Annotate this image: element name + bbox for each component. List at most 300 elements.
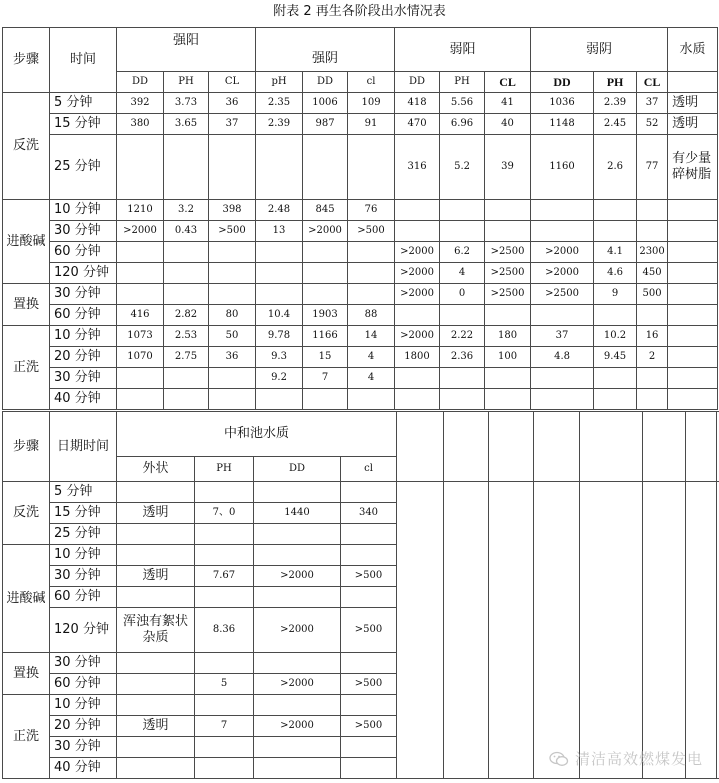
empty-cell <box>643 482 686 779</box>
value-cell <box>209 284 256 305</box>
time-cell: 10 分钟 <box>50 695 117 716</box>
value-cell: 2.53 <box>164 326 209 347</box>
value-cell: >2000 <box>254 608 341 653</box>
water-quality-cell <box>668 284 718 305</box>
value-cell <box>341 695 397 716</box>
value-cell <box>209 242 256 263</box>
value-cell <box>195 758 254 779</box>
sub-header: DD <box>303 72 348 93</box>
empty-cell <box>534 412 580 482</box>
value-cell: 2300 <box>637 242 668 263</box>
value-cell <box>531 221 594 242</box>
value-cell: 1800 <box>395 347 440 368</box>
step-label: 反洗 <box>3 93 50 200</box>
value-cell <box>195 524 254 545</box>
value-cell <box>594 368 637 389</box>
value-cell: 5.2 <box>440 135 485 200</box>
value-cell <box>256 135 303 200</box>
step-header: 步骤 <box>3 412 50 482</box>
value-cell: 9.45 <box>594 347 637 368</box>
sub-header: CL <box>485 72 531 93</box>
value-cell <box>637 200 668 221</box>
value-cell: 10.4 <box>256 305 303 326</box>
value-cell <box>485 389 531 410</box>
value-cell <box>164 135 209 200</box>
value-cell <box>395 200 440 221</box>
value-cell <box>341 653 397 674</box>
value-cell <box>164 284 209 305</box>
water-quality-cell <box>668 389 718 410</box>
value-cell <box>117 242 164 263</box>
value-cell <box>164 389 209 410</box>
value-cell <box>195 653 254 674</box>
value-cell: 2.36 <box>440 347 485 368</box>
value-cell <box>254 737 341 758</box>
value-cell <box>395 389 440 410</box>
value-cell <box>256 284 303 305</box>
value-cell: 80 <box>209 305 256 326</box>
value-cell: 36 <box>209 347 256 368</box>
time-cell: 5 分钟 <box>50 482 117 503</box>
value-cell: 1166 <box>303 326 348 347</box>
step-header: 步骤 <box>3 28 50 93</box>
value-cell <box>531 305 594 326</box>
water-quality-cell <box>668 242 718 263</box>
value-cell: 416 <box>117 305 164 326</box>
value-cell: >2000 <box>395 326 440 347</box>
value-cell: 2.48 <box>256 200 303 221</box>
value-cell <box>117 695 195 716</box>
table-row <box>3 482 719 503</box>
step-label: 置换 <box>3 653 50 695</box>
neutralization-header: 中和池水质 <box>117 412 397 457</box>
value-cell: 5.56 <box>440 93 485 114</box>
value-cell <box>117 368 164 389</box>
value-cell <box>395 305 440 326</box>
table-row <box>3 368 718 389</box>
water-quality-cell: 透明 <box>668 93 718 114</box>
value-cell <box>531 389 594 410</box>
value-cell: 50 <box>209 326 256 347</box>
value-cell: 40 <box>485 114 531 135</box>
value-cell <box>254 653 341 674</box>
value-cell: >2500 <box>485 284 531 305</box>
sub-header: pH <box>256 72 303 93</box>
value-cell: >2000 <box>254 566 341 587</box>
value-cell: 13 <box>256 221 303 242</box>
value-cell: 浑浊有絮状杂质 <box>117 608 195 653</box>
value-cell <box>637 368 668 389</box>
time-cell: 30 分钟 <box>50 221 117 242</box>
value-cell <box>256 242 303 263</box>
table-row <box>3 347 718 368</box>
empty-cell <box>397 412 444 482</box>
value-cell <box>164 368 209 389</box>
value-cell: 41 <box>485 93 531 114</box>
value-cell <box>594 221 637 242</box>
value-cell <box>303 242 348 263</box>
value-cell <box>341 587 397 608</box>
value-cell <box>303 263 348 284</box>
value-cell <box>341 545 397 566</box>
value-cell: 4 <box>348 368 395 389</box>
water-quality-cell <box>668 368 718 389</box>
value-cell <box>594 389 637 410</box>
value-cell: 470 <box>395 114 440 135</box>
water-quality-cell <box>668 326 718 347</box>
value-cell <box>209 368 256 389</box>
value-cell: 9.2 <box>256 368 303 389</box>
time-cell: 15 分钟 <box>50 114 117 135</box>
value-cell: 316 <box>395 135 440 200</box>
value-cell: 380 <box>117 114 164 135</box>
empty-cell <box>444 412 489 482</box>
time-cell: 10 分钟 <box>50 200 117 221</box>
value-cell: >2000 <box>531 242 594 263</box>
value-cell: 987 <box>303 114 348 135</box>
value-cell <box>303 284 348 305</box>
group-header: 强阴 <box>256 28 395 72</box>
value-cell <box>303 135 348 200</box>
empty-cell <box>643 412 686 482</box>
time-cell: 60 分钟 <box>50 587 117 608</box>
value-cell <box>485 221 531 242</box>
water-quality-cell: 有少量碎树脂 <box>668 135 718 200</box>
table-row <box>3 221 718 242</box>
water-quality-cell <box>668 221 718 242</box>
water-quality-cell <box>668 263 718 284</box>
empty-cell <box>489 412 534 482</box>
value-cell <box>485 200 531 221</box>
empty-cell <box>580 412 643 482</box>
empty-cell <box>534 482 580 779</box>
value-cell: >500 <box>341 674 397 695</box>
wechat-icon <box>549 751 569 767</box>
value-cell: 2.22 <box>440 326 485 347</box>
value-cell: 1036 <box>531 93 594 114</box>
value-cell: 4.8 <box>531 347 594 368</box>
value-cell: 2.39 <box>256 114 303 135</box>
time-cell: 10 分钟 <box>50 545 117 566</box>
watermark <box>549 748 703 769</box>
empty-cell <box>580 482 643 779</box>
value-cell <box>341 524 397 545</box>
value-cell: 15 <box>303 347 348 368</box>
value-cell <box>256 263 303 284</box>
sub-header: DD <box>117 72 164 93</box>
sub-header: PH <box>195 457 254 482</box>
value-cell: 0 <box>440 284 485 305</box>
value-cell: >500 <box>341 608 397 653</box>
value-cell <box>117 587 195 608</box>
value-cell: 1440 <box>254 503 341 524</box>
empty-cell <box>686 482 717 779</box>
value-cell: 2.75 <box>164 347 209 368</box>
value-cell <box>637 389 668 410</box>
value-cell: 6.96 <box>440 114 485 135</box>
value-cell <box>254 587 341 608</box>
value-cell: 37 <box>637 93 668 114</box>
value-cell <box>195 482 254 503</box>
value-cell <box>117 674 195 695</box>
table-row <box>3 114 718 135</box>
step-label: 正洗 <box>3 326 50 410</box>
value-cell: 3.73 <box>164 93 209 114</box>
value-cell <box>485 368 531 389</box>
water-quality-header: 水质 <box>668 28 718 72</box>
time-cell: 20 分钟 <box>50 347 117 368</box>
table-row <box>3 135 718 200</box>
value-cell: >500 <box>341 716 397 737</box>
step-label: 反洗 <box>3 482 50 545</box>
value-cell <box>117 263 164 284</box>
time-cell: 15 分钟 <box>50 503 117 524</box>
value-cell <box>117 758 195 779</box>
value-cell <box>117 737 195 758</box>
value-cell <box>531 200 594 221</box>
group-header: 弱阴 <box>531 28 668 72</box>
value-cell: 37 <box>209 114 256 135</box>
water-quality-cell <box>668 305 718 326</box>
time-cell: 30 分钟 <box>50 368 117 389</box>
value-cell: 450 <box>637 263 668 284</box>
value-cell: 398 <box>209 200 256 221</box>
value-cell: 2.39 <box>594 93 637 114</box>
value-cell: 39 <box>485 135 531 200</box>
value-cell: 4 <box>348 347 395 368</box>
value-cell: 2.35 <box>256 93 303 114</box>
value-cell <box>254 524 341 545</box>
time-cell: 120 分钟 <box>50 263 117 284</box>
value-cell <box>209 263 256 284</box>
date-time-header: 日期时间 <box>50 412 117 482</box>
value-cell: 3.2 <box>164 200 209 221</box>
value-cell <box>341 482 397 503</box>
value-cell: 2.6 <box>594 135 637 200</box>
value-cell: 2 <box>637 347 668 368</box>
sub-header: 外状 <box>117 457 195 482</box>
value-cell: >2000 <box>303 221 348 242</box>
sub-header: CL <box>637 72 668 93</box>
table-row <box>3 242 718 263</box>
value-cell <box>485 305 531 326</box>
value-cell <box>254 695 341 716</box>
water-quality-cell <box>668 347 718 368</box>
step-label: 进酸碱 <box>3 200 50 284</box>
value-cell <box>348 284 395 305</box>
value-cell <box>637 305 668 326</box>
value-cell: 透明 <box>117 566 195 587</box>
value-cell: 37 <box>531 326 594 347</box>
time-cell: 60 分钟 <box>50 674 117 695</box>
value-cell: 392 <box>117 93 164 114</box>
value-cell <box>341 758 397 779</box>
value-cell: 180 <box>485 326 531 347</box>
value-cell <box>195 587 254 608</box>
value-cell <box>117 653 195 674</box>
sub-header-empty <box>668 72 718 93</box>
value-cell: 4.1 <box>594 242 637 263</box>
value-cell <box>254 545 341 566</box>
value-cell: 1210 <box>117 200 164 221</box>
sub-header: cl <box>341 457 397 482</box>
empty-cell <box>444 482 489 779</box>
value-cell: 109 <box>348 93 395 114</box>
table-row <box>3 93 718 114</box>
value-cell: >2000 <box>395 242 440 263</box>
sub-header: CL <box>209 72 256 93</box>
time-cell: 60 分钟 <box>50 305 117 326</box>
empty-cell <box>397 482 444 779</box>
time-cell: 30 分钟 <box>50 566 117 587</box>
value-cell: 88 <box>348 305 395 326</box>
value-cell <box>117 135 164 200</box>
value-cell: >500 <box>341 566 397 587</box>
value-cell <box>440 368 485 389</box>
value-cell <box>117 284 164 305</box>
value-cell <box>531 368 594 389</box>
value-cell <box>254 758 341 779</box>
value-cell: 36 <box>209 93 256 114</box>
value-cell <box>395 368 440 389</box>
time-cell: 20 分钟 <box>50 716 117 737</box>
value-cell: 16 <box>637 326 668 347</box>
value-cell: 5 <box>195 674 254 695</box>
time-cell: 30 分钟 <box>50 737 117 758</box>
sub-header: DD <box>254 457 341 482</box>
time-cell: 60 分钟 <box>50 242 117 263</box>
value-cell <box>440 305 485 326</box>
step-label: 进酸碱 <box>3 545 50 653</box>
value-cell <box>117 524 195 545</box>
value-cell: 1006 <box>303 93 348 114</box>
value-cell <box>594 200 637 221</box>
value-cell: >500 <box>209 221 256 242</box>
value-cell: >2000 <box>254 674 341 695</box>
water-quality-cell: 透明 <box>668 114 718 135</box>
value-cell: >2500 <box>531 284 594 305</box>
value-cell: 7 <box>303 368 348 389</box>
time-cell: 5 分钟 <box>50 93 117 114</box>
value-cell: 500 <box>637 284 668 305</box>
sub-header: PH <box>440 72 485 93</box>
table-row <box>3 200 718 221</box>
value-cell: 7 <box>195 716 254 737</box>
value-cell <box>637 221 668 242</box>
value-cell <box>117 482 195 503</box>
value-cell: 2.45 <box>594 114 637 135</box>
value-cell <box>594 305 637 326</box>
value-cell: 340 <box>341 503 397 524</box>
value-cell: 7.67 <box>195 566 254 587</box>
time-cell: 40 分钟 <box>50 758 117 779</box>
value-cell: 2.82 <box>164 305 209 326</box>
value-cell <box>348 389 395 410</box>
value-cell: 10.2 <box>594 326 637 347</box>
value-cell: 透明 <box>117 716 195 737</box>
value-cell <box>395 221 440 242</box>
value-cell <box>440 221 485 242</box>
value-cell <box>348 242 395 263</box>
value-cell: >2000 <box>254 716 341 737</box>
value-cell: 6.2 <box>440 242 485 263</box>
value-cell: 9.3 <box>256 347 303 368</box>
value-cell <box>303 389 348 410</box>
value-cell <box>195 545 254 566</box>
value-cell: 7、0 <box>195 503 254 524</box>
value-cell: 52 <box>637 114 668 135</box>
value-cell: 77 <box>637 135 668 200</box>
table-row <box>3 305 718 326</box>
sub-header: PH <box>594 72 637 93</box>
value-cell <box>195 737 254 758</box>
step-label: 置换 <box>3 284 50 326</box>
value-cell: 418 <box>395 93 440 114</box>
value-cell: 3.65 <box>164 114 209 135</box>
value-cell: >2000 <box>117 221 164 242</box>
table-row <box>3 326 718 347</box>
value-cell <box>209 135 256 200</box>
value-cell: >2500 <box>485 242 531 263</box>
value-cell <box>256 389 303 410</box>
value-cell: >2000 <box>395 263 440 284</box>
value-cell <box>341 737 397 758</box>
table-title: 附表 2 再生各阶段出水情况表 <box>273 4 446 19</box>
time-cell: 25 分钟 <box>50 524 117 545</box>
value-cell: 100 <box>485 347 531 368</box>
value-cell: >2000 <box>531 263 594 284</box>
group-header: 弱阳 <box>395 28 531 72</box>
time-cell: 40 分钟 <box>50 389 117 410</box>
value-cell: 845 <box>303 200 348 221</box>
value-cell: 1160 <box>531 135 594 200</box>
sub-header: PH <box>164 72 209 93</box>
sub-header: DD <box>395 72 440 93</box>
value-cell <box>117 545 195 566</box>
value-cell: 8.36 <box>195 608 254 653</box>
time-cell: 120 分钟 <box>50 608 117 653</box>
value-cell <box>164 242 209 263</box>
time-cell: 10 分钟 <box>50 326 117 347</box>
time-cell: 25 分钟 <box>50 135 117 200</box>
empty-cell <box>686 412 717 482</box>
value-cell: 1073 <box>117 326 164 347</box>
value-cell: 透明 <box>117 503 195 524</box>
group-header: 强阳 <box>117 28 256 72</box>
neutralization-table <box>2 411 719 779</box>
value-cell <box>440 200 485 221</box>
value-cell <box>440 389 485 410</box>
value-cell: 14 <box>348 326 395 347</box>
value-cell <box>195 695 254 716</box>
value-cell: 0.43 <box>164 221 209 242</box>
value-cell: 1070 <box>117 347 164 368</box>
value-cell: 1903 <box>303 305 348 326</box>
time-header: 时间 <box>50 28 117 93</box>
value-cell <box>348 135 395 200</box>
time-cell: 30 分钟 <box>50 284 117 305</box>
empty-cell <box>489 482 534 779</box>
sub-header: cl <box>348 72 395 93</box>
value-cell <box>348 263 395 284</box>
step-label: 正洗 <box>3 695 50 779</box>
value-cell: 4.6 <box>594 263 637 284</box>
table-row <box>3 263 718 284</box>
sub-header: DD <box>531 72 594 93</box>
value-cell: 9 <box>594 284 637 305</box>
value-cell: 4 <box>440 263 485 284</box>
value-cell: 9.78 <box>256 326 303 347</box>
